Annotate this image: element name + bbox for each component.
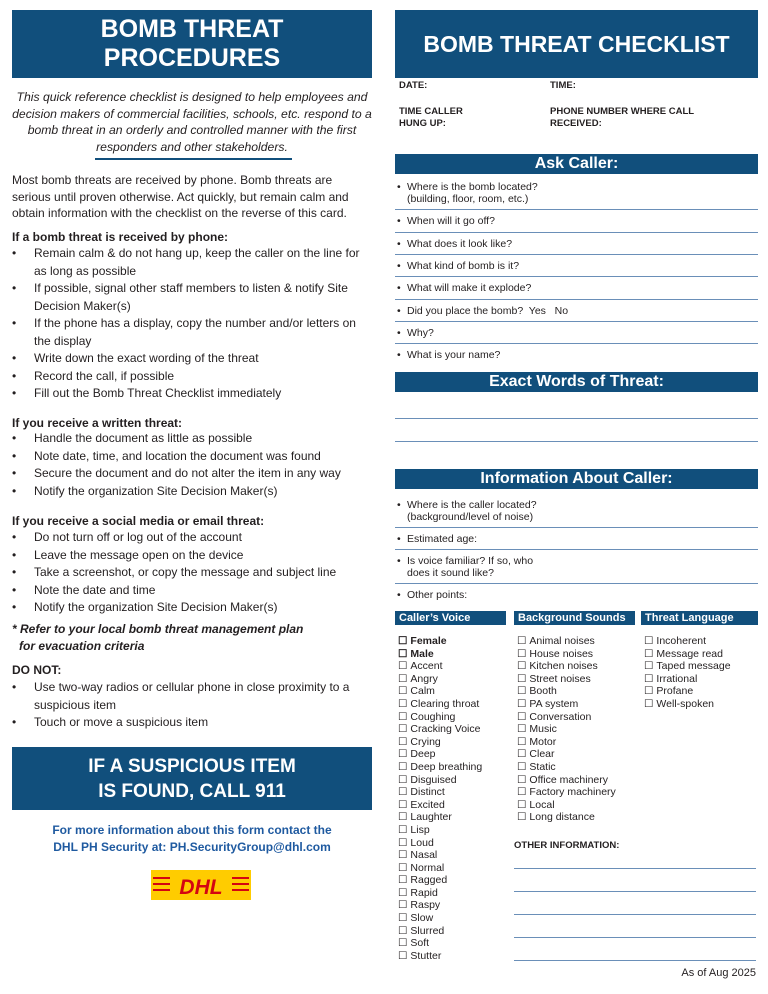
checkbox-label: Street noises <box>529 672 591 685</box>
divider <box>395 232 758 233</box>
dhl-logo-text: DHL <box>179 876 223 899</box>
exact-words-bar: Exact Words of Threat: <box>395 372 758 392</box>
checkbox-label: Loud <box>410 836 434 849</box>
phone-number-line2: RECEIVED: <box>550 118 602 129</box>
checkbox-icon[interactable]: ☐ <box>398 635 408 647</box>
checkbox-label: Animal noises <box>529 635 595 647</box>
checkbox-icon[interactable]: ☐ <box>517 672 527 685</box>
checkbox-label: Ragged <box>410 874 448 887</box>
ask-item <box>397 327 755 339</box>
checkbox-icon[interactable]: ☐ <box>517 647 527 660</box>
checkbox-item[interactable] <box>398 635 482 648</box>
list-item: • If the phone has a display, copy the number and/or letters on the display <box>12 315 372 350</box>
checkbox-label: House noises <box>529 647 594 660</box>
checkbox-label: Kitchen noises <box>529 660 598 673</box>
checkbox-item[interactable] <box>398 660 482 673</box>
checkbox-item[interactable] <box>398 761 482 774</box>
checkbox-item[interactable] <box>644 635 731 648</box>
divider <box>395 276 758 277</box>
checkbox-label: PA system <box>529 697 579 710</box>
info-item-line2: (background/level of noise) <box>407 511 534 523</box>
checkbox-icon[interactable]: ☐ <box>517 748 527 761</box>
other-info-line[interactable] <box>514 914 756 915</box>
suspicious-banner-line1: IF A SUSPICIOUS ITEM <box>88 756 296 777</box>
checkbox-icon[interactable]: ☐ <box>644 685 654 698</box>
time-hung-up-line2: HUNG UP: <box>399 118 446 129</box>
time-hung-up-line1: TIME CALLER <box>399 106 463 117</box>
checkbox-item[interactable] <box>517 635 616 648</box>
checkbox-icon[interactable]: ☐ <box>398 685 408 698</box>
checkbox-icon[interactable]: ☐ <box>517 723 527 736</box>
checkbox-label: Well-spoken <box>656 697 715 710</box>
social-threat-list <box>12 529 372 617</box>
checkbox-icon[interactable]: ☐ <box>517 635 527 647</box>
contact-line1: For more information about this form contact the <box>52 823 332 837</box>
suspicious-item-banner <box>12 747 372 810</box>
checkbox-icon[interactable]: ☐ <box>517 811 527 824</box>
info-item <box>397 555 755 579</box>
checkbox-label: Static <box>529 760 556 773</box>
phone-threat-list <box>12 245 372 403</box>
checkbox-label: Conversation <box>529 710 592 723</box>
checkbox-label: Local <box>529 798 555 811</box>
bullet-icon: • <box>397 533 401 545</box>
list-item: • Secure the document and do not alter the item in any way <box>12 465 372 483</box>
ask-item-line1: What kind of bomb is it? <box>407 260 520 272</box>
phone-number-line1: PHONE NUMBER WHERE CALL <box>550 106 695 117</box>
time-label: TIME: <box>550 80 576 91</box>
list-item: • Notify the organization Site Decision Maker(s) <box>12 483 372 501</box>
ask-item <box>397 181 755 205</box>
checkbox-icon[interactable]: ☐ <box>644 672 654 685</box>
checkbox-item[interactable] <box>517 761 616 774</box>
checkbox-item[interactable] <box>644 648 731 661</box>
bullet-icon: • <box>397 499 401 511</box>
list-item: • Note date, time, and location the document was found <box>12 448 372 466</box>
checkbox-icon[interactable]: ☐ <box>398 811 408 824</box>
exact-words-line[interactable] <box>395 441 758 442</box>
do-not-heading: DO NOT: <box>12 663 62 677</box>
info-item-line1: Is voice familiar? If so, who <box>407 555 534 567</box>
checkbox-icon[interactable]: ☐ <box>398 912 408 925</box>
ask-item <box>397 349 755 361</box>
checkbox-label: Rapid <box>410 886 438 899</box>
list-item: • Write down the exact wording of the threat <box>12 350 372 368</box>
checklist-title: BOMB THREAT CHECKLIST <box>423 31 730 57</box>
divider <box>395 527 758 528</box>
date-label: DATE: <box>399 80 428 91</box>
ask-item <box>397 215 755 227</box>
checkbox-item[interactable] <box>517 799 616 812</box>
checkbox-label: Slow <box>410 912 434 925</box>
checkbox-label: Clearing throat <box>410 697 480 710</box>
checkbox-label: Accent <box>410 660 443 673</box>
divider <box>395 583 758 584</box>
list-item: • Do not turn off or log out of the account <box>12 529 372 547</box>
checkbox-icon[interactable]: ☐ <box>398 647 408 660</box>
checkbox-item[interactable] <box>398 937 482 950</box>
checkbox-icon[interactable]: ☐ <box>398 924 408 937</box>
info-caller-bar: Information About Caller: <box>395 469 758 489</box>
checkbox-icon[interactable]: ☐ <box>398 697 408 710</box>
checkbox-icon[interactable]: ☐ <box>398 849 408 862</box>
checkbox-item[interactable] <box>517 685 616 698</box>
exact-words-line[interactable] <box>395 418 758 419</box>
checkbox-icon[interactable]: ☐ <box>644 635 654 647</box>
bullet-icon: • <box>397 349 401 361</box>
checkbox-icon[interactable]: ☐ <box>398 723 408 736</box>
checkbox-label: Female <box>410 635 447 647</box>
checkbox-label: Deep <box>410 748 436 761</box>
checkbox-label: Irrational <box>656 672 698 685</box>
list-item: • Fill out the Bomb Threat Checklist immediately <box>12 385 372 403</box>
threat-language-list <box>644 635 731 711</box>
checkbox-icon[interactable]: ☐ <box>517 773 527 786</box>
evacuation-note <box>12 621 303 655</box>
background-sounds-header: Background Sounds <box>514 611 635 625</box>
checkbox-icon[interactable]: ☐ <box>517 798 527 811</box>
checkbox-label: Clear <box>529 748 555 761</box>
list-item: • Use two-way radios or cellular phone in close proximity to a suspicious item <box>12 679 372 714</box>
checkbox-label: Cracking Voice <box>410 723 481 736</box>
callers-voice-list <box>398 635 482 962</box>
checkbox-item[interactable] <box>398 887 482 900</box>
checkbox-label: Incoherent <box>656 635 707 647</box>
checkbox-icon[interactable]: ☐ <box>398 798 408 811</box>
checkbox-icon[interactable]: ☐ <box>398 748 408 761</box>
list-item: • Leave the message open on the device <box>12 547 372 565</box>
other-info-line[interactable] <box>514 868 756 869</box>
other-info-line[interactable] <box>514 937 756 938</box>
checkbox-item[interactable] <box>644 673 731 686</box>
time-hung-up-label <box>399 106 463 130</box>
checkbox-icon[interactable]: ☐ <box>398 760 408 773</box>
checkbox-item[interactable] <box>517 673 616 686</box>
checkbox-label: Motor <box>529 735 557 748</box>
ask-item-line1: What will make it explode? <box>407 282 532 294</box>
checkbox-item[interactable] <box>517 711 616 724</box>
ask-item-line2: (building, floor, room, etc.) <box>407 193 529 205</box>
checkbox-label: Crying <box>410 735 441 748</box>
checkbox-item[interactable] <box>398 685 482 698</box>
divider <box>395 549 758 550</box>
checkbox-item[interactable] <box>398 748 482 761</box>
list-item: • Touch or move a suspicious item <box>12 714 372 732</box>
divider <box>395 254 758 255</box>
checkbox-item[interactable] <box>398 849 482 862</box>
evacuation-note-line1: * Refer to your local bomb threat management plan <box>12 622 304 636</box>
checkbox-item[interactable] <box>398 723 482 736</box>
phone-threat-heading: If a bomb threat is received by phone: <box>12 230 229 244</box>
threat-language-header: Threat Language <box>641 611 758 625</box>
checkbox-item[interactable] <box>398 899 482 912</box>
ask-item-line1: When will it go off? <box>407 215 495 227</box>
checkbox-item[interactable] <box>398 862 482 875</box>
checkbox-item[interactable] <box>517 698 616 711</box>
checkbox-item[interactable] <box>398 648 482 661</box>
ask-item <box>397 238 755 250</box>
overview-paragraph: Most bomb threats are received by phone. Bomb threats are serious until proven otherwise. Act quickly, but remain calm and obtain information with the checklist on the reverse of this card. <box>12 173 349 220</box>
checkbox-item[interactable] <box>644 660 731 673</box>
bullet-icon: • <box>397 215 401 227</box>
checkbox-item[interactable] <box>517 786 616 799</box>
procedures-header-line2: PROCEDURES <box>103 44 281 72</box>
checkbox-label: Soft <box>410 937 430 950</box>
list-item: • Take a screenshot, or copy the message and subject line <box>12 564 372 582</box>
checkbox-label: Nasal <box>410 849 438 862</box>
checkbox-icon[interactable]: ☐ <box>398 937 408 950</box>
checkbox-item[interactable] <box>398 874 482 887</box>
checkbox-item[interactable] <box>517 748 616 761</box>
checkbox-icon[interactable]: ☐ <box>398 861 408 874</box>
suspicious-banner-line2: IS FOUND, CALL 911 <box>98 781 286 802</box>
checkbox-label: Long distance <box>529 811 595 824</box>
checkbox-item[interactable] <box>398 736 482 749</box>
checkbox-item[interactable] <box>398 811 482 824</box>
info-item <box>397 533 755 545</box>
checkbox-icon[interactable]: ☐ <box>398 949 408 962</box>
divider <box>395 343 758 344</box>
bullet-icon: • <box>397 260 401 272</box>
checkbox-label: Taped message <box>656 660 731 673</box>
checkbox-icon[interactable]: ☐ <box>517 786 527 799</box>
checkbox-icon[interactable]: ☐ <box>644 697 654 710</box>
divider <box>395 209 758 210</box>
list-item: • Remain calm & do not hang up, keep the caller on the line for as long as possible <box>12 245 372 280</box>
intro-text: This quick reference checklist is designed to help employees and decision makers of commercial facilities, schools, etc. respond to a bomb threat in an orderly and controlled manner with the first responders and other stakeholders. <box>12 90 372 154</box>
checkbox-label: Music <box>529 723 557 736</box>
contact-info <box>12 822 372 856</box>
checkbox-icon[interactable]: ☐ <box>517 697 527 710</box>
checkbox-icon[interactable]: ☐ <box>517 760 527 773</box>
checkbox-label: Factory machinery <box>529 786 616 799</box>
ask-item-line1: What is your name? <box>407 349 501 361</box>
bullet-icon: • <box>397 555 401 567</box>
intro-divider <box>95 158 292 160</box>
contact-line2: DHL PH Security at: PH.SecurityGroup@dhl.com <box>53 840 331 854</box>
checkbox-icon[interactable]: ☐ <box>517 735 527 748</box>
checkbox-icon[interactable]: ☐ <box>398 886 408 899</box>
ask-item <box>397 260 755 272</box>
checkbox-label: Lisp <box>410 823 430 836</box>
checkbox-label: Booth <box>529 685 557 698</box>
social-threat-heading: If you receive a social media or email threat: <box>12 514 265 528</box>
checkbox-item[interactable] <box>398 673 482 686</box>
checkbox-label: Office machinery <box>529 773 609 786</box>
revision-date: As of Aug 2025 <box>681 967 756 979</box>
list-item: • If possible, signal other staff members to listen & notify Site Decision Maker(s) <box>12 280 372 315</box>
checkbox-icon[interactable]: ☐ <box>398 823 408 836</box>
checkbox-item[interactable] <box>398 799 482 812</box>
checkbox-item[interactable] <box>398 837 482 850</box>
procedures-header-line1: BOMB THREAT <box>100 15 284 43</box>
checkbox-label: Calm <box>410 685 435 698</box>
evacuation-note-line2: for evacuation criteria <box>19 639 145 653</box>
checkbox-label: Distinct <box>410 786 445 799</box>
checkbox-icon[interactable]: ☐ <box>398 735 408 748</box>
info-item <box>397 499 755 523</box>
written-threat-heading: If you receive a written threat: <box>12 416 183 430</box>
checkbox-icon[interactable]: ☐ <box>398 874 408 887</box>
info-item-line1: Where is the caller located? <box>407 499 537 511</box>
ask-item-line1: Why? <box>407 327 434 339</box>
checkbox-icon[interactable]: ☐ <box>398 786 408 799</box>
bullet-icon: • <box>397 305 401 317</box>
checkbox-item[interactable] <box>517 723 616 736</box>
other-info-line[interactable] <box>514 960 756 961</box>
list-item: • Note the date and time <box>12 582 372 600</box>
checkbox-item[interactable] <box>398 774 482 787</box>
phone-number-label <box>550 106 694 130</box>
checkbox-label: Normal <box>410 861 445 874</box>
checkbox-icon[interactable]: ☐ <box>517 710 527 723</box>
checkbox-icon[interactable]: ☐ <box>517 660 527 673</box>
callers-voice-header: Caller’s Voice <box>395 611 506 625</box>
checkbox-label: Excited <box>410 798 445 811</box>
ask-item <box>397 282 755 294</box>
checkbox-item[interactable] <box>398 786 482 799</box>
checklist-header <box>395 10 758 78</box>
checkbox-icon[interactable]: ☐ <box>398 836 408 849</box>
divider <box>395 321 758 322</box>
checkbox-icon[interactable]: ☐ <box>644 660 654 673</box>
checkbox-label: Raspy <box>410 899 441 912</box>
background-sounds-list <box>517 635 616 824</box>
checkbox-item[interactable] <box>517 648 616 661</box>
info-item-line1: Estimated age: <box>407 533 478 545</box>
checkbox-label: Slurred <box>410 924 445 937</box>
checkbox-item[interactable] <box>398 950 482 963</box>
checkbox-icon[interactable]: ☐ <box>398 773 408 786</box>
checkbox-label: Message read <box>656 647 723 660</box>
checkbox-label: Profane <box>656 685 694 698</box>
checkbox-item[interactable] <box>398 698 482 711</box>
checkbox-icon[interactable]: ☐ <box>398 672 408 685</box>
checkbox-item[interactable] <box>517 811 616 824</box>
ask-item <box>397 305 755 317</box>
bullet-icon: • <box>397 238 401 250</box>
checkbox-label: Disguised <box>410 773 457 786</box>
dhl-logo <box>151 870 251 900</box>
ask-item-line1: Where is the bomb located? <box>407 181 538 193</box>
checkbox-label: Angry <box>410 672 438 685</box>
dhl-logo-graphic <box>151 870 251 900</box>
bullet-icon: • <box>397 589 401 601</box>
written-threat-list <box>12 430 372 500</box>
checkbox-item[interactable] <box>517 660 616 673</box>
checkbox-icon[interactable]: ☐ <box>398 899 408 912</box>
checkbox-label: Deep breathing <box>410 760 483 773</box>
info-item-line1: Other points: <box>407 589 468 601</box>
do-not-list <box>12 679 372 732</box>
checkbox-item[interactable] <box>398 824 482 837</box>
list-item: • Record the call, if possible <box>12 368 372 386</box>
ask-item-line1: Did you place the bomb? Yes No <box>407 305 569 317</box>
checkbox-icon[interactable]: ☐ <box>398 660 408 673</box>
list-item: • Notify the organization Site Decision Maker(s) <box>12 599 372 617</box>
checkbox-icon[interactable]: ☐ <box>644 647 654 660</box>
bullet-icon: • <box>397 327 401 339</box>
checkbox-label: Coughing <box>410 710 456 723</box>
ask-item-line1: What does it look like? <box>407 238 513 250</box>
other-information-label: OTHER INFORMATION: <box>514 840 620 851</box>
checkbox-icon[interactable]: ☐ <box>517 685 527 698</box>
ask-caller-bar: Ask Caller: <box>395 154 758 174</box>
checkbox-item[interactable] <box>398 912 482 925</box>
checkbox-item[interactable] <box>517 736 616 749</box>
checkbox-item[interactable] <box>517 774 616 787</box>
bullet-icon: • <box>397 282 401 294</box>
checkbox-item[interactable] <box>644 698 731 711</box>
divider <box>395 299 758 300</box>
bullet-icon: • <box>397 181 401 193</box>
checkbox-item[interactable] <box>398 711 482 724</box>
procedures-header <box>12 10 372 78</box>
checkbox-icon[interactable]: ☐ <box>398 710 408 723</box>
checkbox-label: Laughter <box>410 811 452 824</box>
info-item <box>397 589 755 601</box>
checkbox-label: Stutter <box>410 949 442 962</box>
checkbox-item[interactable] <box>644 685 731 698</box>
checkbox-item[interactable] <box>398 925 482 938</box>
other-info-line[interactable] <box>514 891 756 892</box>
info-item-line2: does it sound like? <box>407 567 494 579</box>
checkbox-label: Male <box>410 647 434 660</box>
list-item: • Handle the document as little as possible <box>12 430 372 448</box>
